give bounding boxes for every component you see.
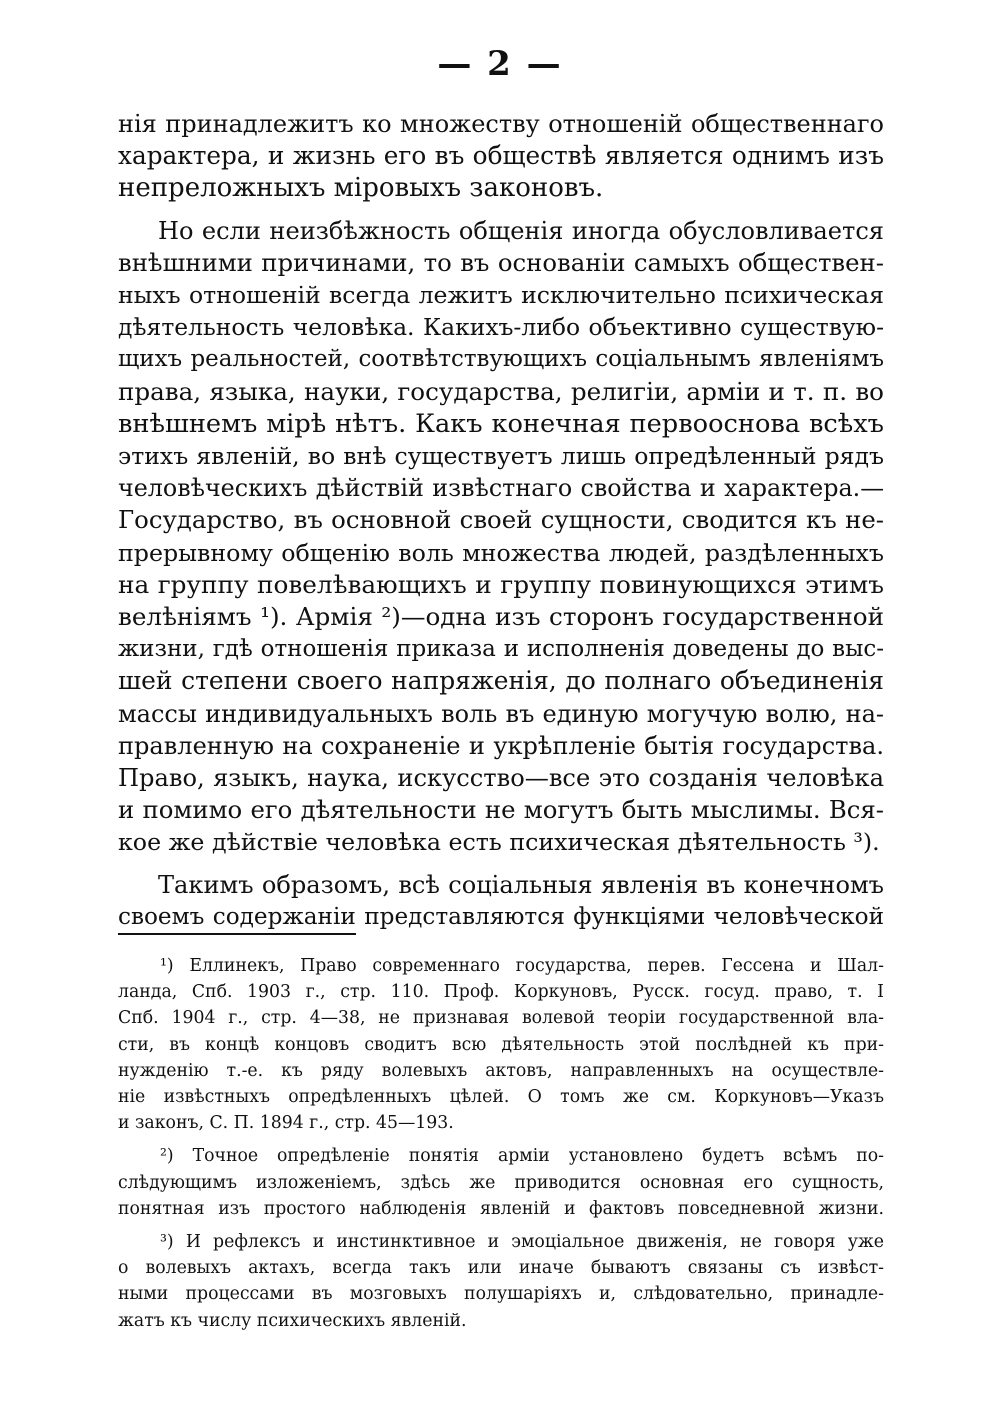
footnote-line: ²) Точное опредѣленіе понятія арміи установлено будетъ всѣмъ по- bbox=[160, 1146, 884, 1167]
main-text bbox=[118, 108, 884, 933]
paragraph bbox=[118, 215, 884, 859]
footnote-line: ³) И рефлексъ и инстинктивное и эмоціальное движенія, не говоря уже bbox=[160, 1232, 884, 1253]
text-line: на группу повелѣвающихъ и группу повинующихся этимъ bbox=[118, 569, 884, 599]
text-line: человѣческихъ дѣйствій извѣстнаго свойства и характера.— bbox=[118, 474, 884, 503]
text-line: щихъ реальностей, соотвѣтствующихъ соціальнымъ явленіямъ bbox=[118, 346, 884, 373]
text-line: этихъ явленій, во внѣ существуетъ лишь опредѣленный рядъ bbox=[118, 442, 884, 471]
text-line: правленную на сохраненіе и укрѣпленіе бытія государства. bbox=[118, 731, 884, 760]
footnote-line: понятная изъ простого наблюденія явленій и фактовъ повседневной жизни. bbox=[118, 1198, 884, 1219]
footnote-line: ¹) Еллинекъ, Право современнаго государства, перев. Гессена и Шал- bbox=[160, 956, 884, 976]
footnote-line: ніе извѣстныхъ опредѣленныхъ цѣлей. О томъ же см. Коркуновъ—Указъ bbox=[118, 1087, 884, 1108]
footnote-line: о волевыхъ актахъ, всегда такъ или иначе бываютъ связаны съ извѣст- bbox=[118, 1258, 884, 1279]
text-line: непреложныхъ міровыхъ законовъ. bbox=[118, 173, 604, 204]
page-number: — 2 — bbox=[437, 44, 563, 84]
text-line: Такимъ образомъ, всѣ соціальныя явленія въ конечномъ bbox=[158, 870, 884, 899]
text-line: Государство, въ основной своей сущности, сводится къ не- bbox=[118, 505, 884, 535]
text-line: дѣятельность человѣка. Какихъ-либо объективно существую- bbox=[118, 313, 884, 342]
footnote-line: ными процессами въ мозговыхъ полушаріяхъ и, слѣдовательно, принадле- bbox=[118, 1284, 884, 1305]
text-line: права, языка, науки, государства, религіи, арміи и т. п. во bbox=[118, 376, 884, 406]
text-line: ныхъ отношеній всегда лежитъ исключительно психическая bbox=[118, 281, 884, 310]
text-line: массы индивидуальныхъ воль въ единую могучую волю, на- bbox=[118, 699, 884, 728]
footnote-line: сти, въ концѣ концовъ сводитъ всю дѣятельность этой послѣдней къ при- bbox=[118, 1034, 884, 1055]
footnote-3 bbox=[118, 1229, 884, 1334]
text-line: своемъ содержаніи представляются функціями человѣческой bbox=[118, 903, 884, 930]
text-line: внѣшними причинами, то въ основаніи самыхъ обществен- bbox=[118, 247, 884, 277]
footnote-line: Спб. 1904 г., стр. 4—38, не признавая волевой теоріи государственной вла- bbox=[118, 1008, 884, 1029]
text-line: Право, языкъ, наука, искусство—все это созданія человѣка bbox=[118, 764, 884, 793]
text-line: и помимо его дѣятельности не могутъ быть мыслимы. Вся- bbox=[118, 795, 884, 825]
footnote-line: слѣдующимъ изложеніемъ, здѣсь же приводится основная его сущность, bbox=[118, 1172, 884, 1193]
footnote-line: жатъ къ числу психическихъ явленій. bbox=[118, 1310, 467, 1331]
text-line: прерывному общенію воль множества людей, раздѣленныхъ bbox=[118, 538, 884, 567]
text-line: нія принадлежитъ ко множеству отношеній общественнаго bbox=[118, 110, 884, 138]
footnotes bbox=[118, 953, 884, 1334]
text-line: внѣшнемъ мірѣ нѣтъ. Какъ конечная первооснова всѣхъ bbox=[118, 408, 884, 439]
footnote-line: нужденію т.-е. къ ряду волевыхъ актовъ, направленныхъ на осуществле- bbox=[118, 1060, 884, 1081]
footnote-1 bbox=[118, 953, 884, 1136]
text-line: кое же дѣйствіе человѣка есть психическая дѣятельность ³). bbox=[118, 828, 880, 857]
text-line: характера, и жизнь его въ обществѣ является однимъ изъ bbox=[118, 141, 884, 171]
footnote-line: и законъ, С. П. 1894 г., стр. 45—193. bbox=[118, 1113, 454, 1134]
text-line: Но если неизбѣжность общенія иногда обусловливается bbox=[158, 216, 884, 245]
text-line: велѣніямъ ¹). Армія ²)—одна изъ сторонъ государственной bbox=[118, 602, 884, 632]
footnote-divider bbox=[118, 933, 356, 935]
text-line: шей степени своего напряженія, до полнаго объединенія bbox=[118, 666, 884, 696]
text-line: жизни, гдѣ отношенія приказа и исполненія доведены до выс- bbox=[118, 636, 884, 663]
footnote-line: ланда, Спб. 1903 г., стр. 110. Проф. Коркуновъ, Русск. госуд. право, т. I bbox=[118, 982, 884, 1003]
paragraph bbox=[118, 108, 884, 205]
footnote-2 bbox=[118, 1143, 884, 1222]
paragraph bbox=[118, 869, 884, 933]
